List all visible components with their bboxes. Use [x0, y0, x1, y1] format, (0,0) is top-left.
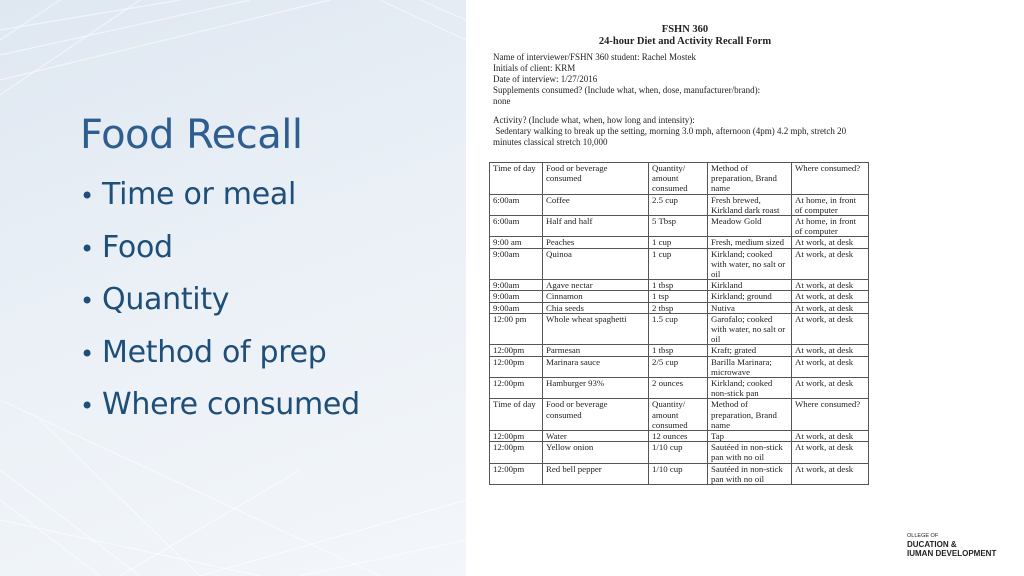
- table-cell: 9:00am: [490, 280, 543, 291]
- info-line: Name of interviewer/FSHN 360 student: Rachel Mostek: [493, 52, 696, 62]
- table-cell: At work, at desk: [792, 378, 869, 399]
- info-line: Date of interview: 1/27/2016: [493, 74, 598, 84]
- table-row: [490, 378, 869, 399]
- table-cell: At work, at desk: [792, 356, 869, 377]
- table-cell: 6:00am: [490, 194, 543, 215]
- table-cell: 5 Tbsp: [649, 216, 708, 237]
- table-row: [490, 463, 869, 484]
- table-cell: Time of day: [490, 163, 543, 195]
- table-cell: Chia seeds: [543, 302, 649, 313]
- table-cell: Kirkland; cooked non-stick pan: [708, 378, 792, 399]
- table-cell: Water: [543, 431, 649, 442]
- table-cell: 12:00pm: [490, 356, 543, 377]
- table-row: [490, 248, 869, 280]
- table-row: [490, 356, 869, 377]
- table-cell: Where consumed?: [792, 163, 869, 195]
- table-cell: Food or beverage consumed: [543, 399, 649, 431]
- table-cell: 1 cup: [649, 248, 708, 280]
- table-cell: Cinnamon: [543, 291, 649, 302]
- table-cell: Hamburger 93%: [543, 378, 649, 399]
- table-cell: Parmesan: [543, 345, 649, 356]
- college-logo: [907, 533, 996, 558]
- recall-table-body: [490, 163, 869, 485]
- table-cell: Peaches: [543, 237, 649, 248]
- course-code: FSHN 360: [661, 24, 709, 35]
- slide-title: Food Recall: [80, 112, 303, 158]
- recall-form-document: [476, 24, 876, 148]
- table-row: [490, 237, 869, 248]
- table-cell: 2.5 cup: [649, 194, 708, 215]
- table-cell: 9:00am: [490, 302, 543, 313]
- table-cell: Garofalo; cooked with water, no salt or oil: [708, 313, 792, 345]
- table-cell: Kraft; grated: [708, 345, 792, 356]
- table-cell: 1/10 cup: [649, 463, 708, 484]
- table-cell: Method of preparation, Brand name: [708, 163, 792, 195]
- table-cell: Fresh, medium sized: [708, 237, 792, 248]
- table-cell: Nutiva: [708, 302, 792, 313]
- table-row: [490, 194, 869, 215]
- table-cell: 12:00 pm: [490, 313, 543, 345]
- bullet-item: • Method of prep: [80, 334, 327, 370]
- table-cell: 2 tbsp: [649, 302, 708, 313]
- table-cell: At work, at desk: [792, 291, 869, 302]
- table-cell: At work, at desk: [792, 280, 869, 291]
- bullet-item: • Where consumed: [80, 387, 360, 422]
- table-cell: Fresh brewed, Kirkland dark roast: [708, 194, 792, 215]
- table-cell: 1.5 cup: [649, 313, 708, 345]
- table-cell: Half and half: [543, 216, 649, 237]
- table-cell: Quantity/ amount consumed: [649, 163, 708, 195]
- table-cell: At work, at desk: [792, 313, 869, 345]
- table-cell: 6:00am: [490, 216, 543, 237]
- logo-line: IUMAN DEVELOPMENT: [907, 549, 997, 558]
- left-panel: [0, 0, 466, 576]
- table-cell: Red bell pepper: [543, 463, 649, 484]
- table-cell: Meadow Gold: [708, 216, 792, 237]
- table-cell: 9:00am: [490, 248, 543, 280]
- table-cell: 1/10 cup: [649, 442, 708, 463]
- table-cell: Marinara sauce: [543, 356, 649, 377]
- bullet-item: • Food: [80, 229, 173, 265]
- table-cell: Quinoa: [543, 248, 649, 280]
- table-cell: At work, at desk: [792, 248, 869, 280]
- table-cell: 9:00am: [490, 291, 543, 302]
- table-cell: Sautéed in non-stick pan with no oil: [708, 442, 792, 463]
- interview-info: [493, 52, 876, 107]
- table-cell: Whole wheat spaghetti: [543, 313, 649, 345]
- table-header-row: [490, 163, 869, 195]
- table-row: [490, 313, 869, 345]
- table-cell: Quantity/ amount consumed: [649, 399, 708, 431]
- bullet-list: [80, 175, 360, 438]
- table-cell: 2 ounces: [649, 378, 708, 399]
- form-title: 24-hour Diet and Activity Recall Form: [598, 36, 772, 47]
- info-line: Supplements consumed? (Include what, when, dose, manufacturer/brand):: [493, 85, 761, 95]
- activity-line: Sedentary walking to break up the setting, morning 3.0 mph, afternoon (4pm) 4.2 mph, stretch 20: [493, 126, 847, 136]
- table-cell: At work, at desk: [792, 345, 869, 356]
- table-row: [490, 291, 869, 302]
- bullet-item: • Time or meal: [80, 177, 296, 212]
- table-cell: 12:00pm: [490, 345, 543, 356]
- table-cell: 2/5 cup: [649, 356, 708, 377]
- table-row: [490, 442, 869, 463]
- table-cell: At work, at desk: [792, 442, 869, 463]
- table-row: [490, 280, 869, 291]
- table-cell: 12:00pm: [490, 463, 543, 484]
- table-cell: Where consumed?: [792, 399, 869, 431]
- logo-line: OLLEGE OF: [907, 533, 939, 539]
- table-cell: 1 cup: [649, 237, 708, 248]
- table-cell: Coffee: [543, 194, 649, 215]
- table-cell: 1 tsp: [649, 291, 708, 302]
- table-cell: At work, at desk: [792, 302, 869, 313]
- activity-line: Activity? (Include what, when, how long and intensity):: [493, 115, 695, 125]
- table-row: [490, 302, 869, 313]
- table-cell: Kirkland; cooked with water, no salt or oil: [708, 248, 792, 280]
- table-cell: Sautéed in non-stick pan with no oil: [708, 463, 792, 484]
- table-cell: Agave nectar: [543, 280, 649, 291]
- table-cell: 12:00pm: [490, 378, 543, 399]
- info-line: Initials of client: KRM: [493, 63, 576, 73]
- table-cell: At work, at desk: [792, 463, 869, 484]
- table-cell: At home, in front of computer: [792, 194, 869, 215]
- table-row: [490, 431, 869, 442]
- table-cell: 12 ounces: [649, 431, 708, 442]
- table-cell: 1 tbsp: [649, 280, 708, 291]
- table-cell: At work, at desk: [792, 237, 869, 248]
- table-cell: Kirkland: [708, 280, 792, 291]
- table-header-row: [490, 399, 869, 431]
- bullet-item: • Quantity: [80, 282, 230, 317]
- activity-line: minutes classical stretch 10,000: [493, 137, 608, 147]
- table-cell: Method of preparation, Brand name: [708, 399, 792, 431]
- table-row: [490, 345, 869, 356]
- table-cell: Barilla Marinara; microwave: [708, 356, 792, 377]
- table-cell: 12:00pm: [490, 431, 543, 442]
- table-cell: Yellow onion: [543, 442, 649, 463]
- table-cell: Kirkland; ground: [708, 291, 792, 302]
- table-cell: At work, at desk: [792, 431, 869, 442]
- table-cell: 1 tbsp: [649, 345, 708, 356]
- table-cell: Tap: [708, 431, 792, 442]
- table-cell: Time of day: [490, 399, 543, 431]
- recall-table: [489, 162, 869, 485]
- activity-info: [493, 115, 876, 148]
- logo-line: DUCATION &: [907, 540, 957, 549]
- table-cell: At home, in front of computer: [792, 216, 869, 237]
- table-cell: Food or beverage consumed: [543, 163, 649, 195]
- table-row: [490, 216, 869, 237]
- info-line: none: [493, 96, 511, 106]
- table-cell: 9:00 am: [490, 237, 543, 248]
- form-header: [476, 24, 876, 48]
- table-cell: 12:00pm: [490, 442, 543, 463]
